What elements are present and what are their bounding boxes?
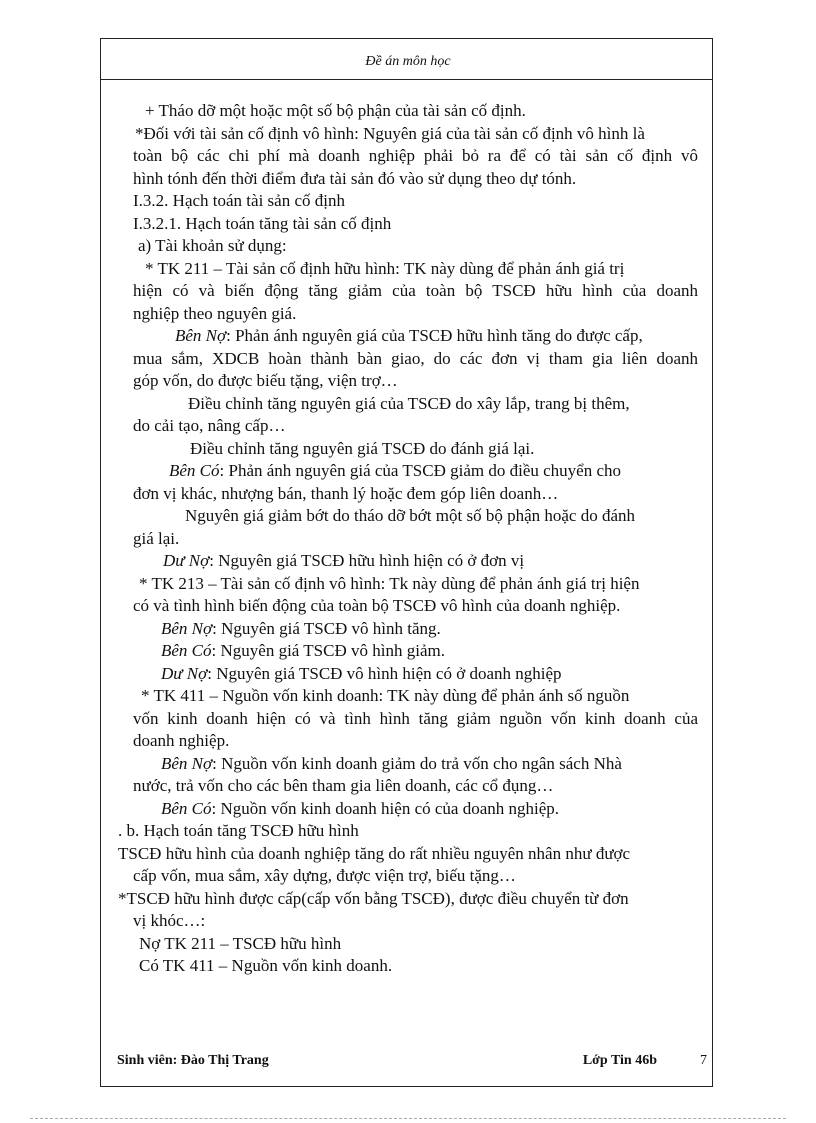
header-divider: [100, 79, 713, 80]
text-line: do cải tạo, nâng cấp…: [133, 416, 286, 435]
text-line: + Tháo dỡ một hoặc một số bộ phận của tài sản cố định.: [145, 101, 526, 120]
label-ben-no: Bên Nợ: [161, 753, 213, 773]
text-line: Bên Nợ: Phản ánh nguyên giá của TSCĐ hữu hình tăng do được cấp,: [175, 326, 643, 345]
label-du-no: Dư Nợ: [163, 551, 210, 570]
text-line: a) Tài khoản sử dụng:: [138, 236, 287, 255]
text-line: cấp vốn, mua sắm, xây dựng, được viện trợ, biếu tặng…: [133, 866, 516, 885]
text-line: Bên Nợ: Nguyên giá TSCĐ vô hình tăng.: [161, 618, 441, 638]
footer-student: Sinh viên: Đào Thị Trang: [117, 1053, 269, 1068]
text-line: Điều chỉnh tăng nguyên giá TSCĐ do đánh giá lại.: [190, 438, 535, 458]
text-line: doanh nghiệp.: [133, 731, 230, 750]
text-line: * TK 411 – Nguồn vốn kinh doanh: TK này dùng để phản ánh số nguồn: [141, 686, 630, 705]
text-line: Dư Nợ: Nguyên giá TSCĐ hữu hình hiện có ở đơn vị: [163, 551, 525, 570]
entry-line: Có TK 411 – Nguồn vốn kinh doanh.: [139, 956, 393, 975]
label-ben-co: Bên Có: [169, 461, 220, 480]
page-number: 7: [700, 1053, 707, 1068]
section-heading: I.3.2. Hạch toán tài sản cố định: [133, 191, 345, 210]
header-title: Đề án môn học: [365, 54, 451, 69]
text-line: nghiệp theo nguyên giá.: [133, 303, 297, 323]
text-line: toàn bộ các chi phí mà doanh nghiệp phải bỏ ra để có tài sản cố định vô: [133, 146, 698, 165]
document-body: [118, 100, 698, 978]
text-line: đơn vị khác, nhượng bán, thanh lý hoặc đem góp liên doanh…: [133, 483, 559, 503]
page-edge-divider: [30, 1118, 786, 1119]
text-line: * TK 211 – Tài sản cố định hữu hình: TK này dùng để phản ánh giá trị: [145, 258, 625, 278]
text-line: TSCĐ hữu hình của doanh nghiệp tăng do rất nhiều nguyên nhân như được: [118, 843, 631, 863]
text-line: Bên Có: Nguyên giá TSCĐ vô hình giảm.: [161, 641, 445, 660]
text-line: Bên Có: Nguồn vốn kinh doanh hiện có của doanh nghiệp.: [161, 798, 560, 818]
text-line: * TK 213 – Tài sản cố định vô hình: Tk này dùng để phản ánh giá trị hiện: [139, 573, 640, 593]
text-line: Bên Có: Phản ánh nguyên giá của TSCĐ giảm do điều chuyển cho: [169, 461, 621, 480]
text-line: có và tình hình biến động của toàn bộ TSCĐ vô hình của doanh nghiệp.: [133, 596, 621, 615]
label-du-no: Dư Nợ: [161, 663, 208, 683]
text-line: Nguyên giá giảm bớt do tháo dỡ bớt một số bộ phận hoặc do đánh: [185, 506, 636, 525]
label-ben-co: Bên Có: [161, 641, 212, 660]
text-line: vốn kinh doanh hiện có và tình hình tăng giảm nguồn vốn kinh doanh của: [133, 708, 698, 728]
text-line: *Đối với tài sản cố định vô hình: Nguyên giá của tài sản cố định vô hình là: [135, 123, 645, 143]
label-ben-no: Bên Nợ: [175, 326, 227, 345]
text-line: vị khóc…:: [133, 911, 206, 930]
text-line: hình tónh đến thời điểm đưa tài sản đó vào sử dụng theo dự tónh.: [133, 168, 577, 188]
label-ben-no: Bên Nợ: [161, 618, 213, 638]
text-line: *TSCĐ hữu hình được cấp(cấp vốn bằng TSCĐ), được điều chuyển từ đơn: [118, 888, 629, 908]
text-line: giá lại.: [133, 528, 180, 548]
footer-class: Lớp Tin 46b: [582, 1053, 657, 1068]
text-line: Dư Nợ: Nguyên giá TSCĐ vô hình hiện có ở doanh nghiệp: [161, 663, 562, 683]
text-line: mua sắm, XDCB hoàn thành bàn giao, do các đơn vị tham gia liên doanh: [133, 348, 698, 368]
section-heading: I.3.2.1. Hạch toán tăng tài sản cố định: [133, 213, 392, 233]
text-line: hiện có và biến động tăng giảm của toàn bộ TSCĐ hữu hình của doanh: [133, 281, 698, 300]
section-heading: . b. Hạch toán tăng TSCĐ hữu hình: [118, 821, 359, 840]
text-line: Điều chỉnh tăng nguyên giá của TSCĐ do xây lắp, trang bị thêm,: [188, 393, 630, 413]
label-ben-co: Bên Có: [161, 798, 212, 818]
text-line: nước, trả vốn cho các bên tham gia liên doanh, các cổ đụng…: [133, 776, 554, 795]
text-line: Bên Nợ: Nguồn vốn kinh doanh giảm do trả vốn cho ngân sách Nhà: [161, 753, 622, 773]
entry-line: Nợ TK 211 – TSCĐ hữu hình: [139, 933, 342, 953]
text-line: góp vốn, do được biếu tặng, viện trợ…: [133, 371, 398, 390]
